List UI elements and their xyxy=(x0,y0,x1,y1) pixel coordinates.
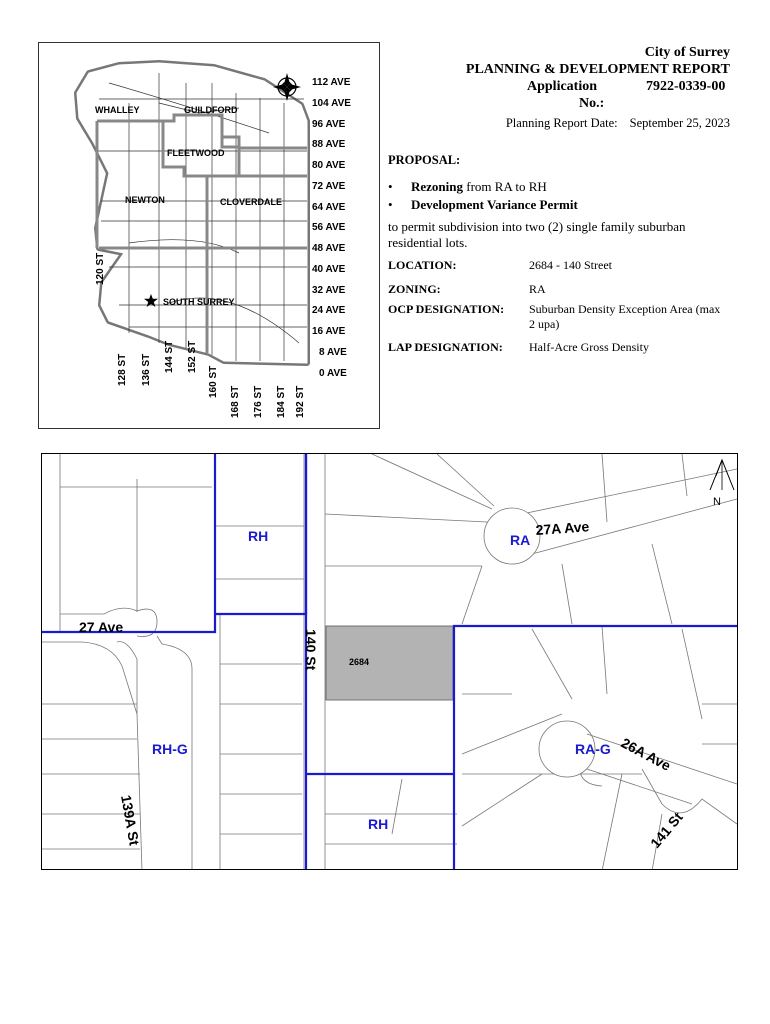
zone-ra: RA xyxy=(510,532,531,548)
site-map xyxy=(41,453,738,870)
zoning-value: RA xyxy=(529,282,546,296)
avenue-label: 112 AVE xyxy=(312,77,351,88)
ocp-label: OCP DESIGNATION: xyxy=(388,302,505,316)
avenue-label: 24 AVE xyxy=(312,305,346,316)
area-fleetwood: FLEETWOOD xyxy=(167,148,225,158)
lap-value: Half-Acre Gross Density xyxy=(529,340,649,354)
street-140-st: 140 St xyxy=(303,629,319,671)
bullet-icon: • xyxy=(388,197,393,212)
avenue-label: 72 AVE xyxy=(312,181,346,192)
zone-rh-g: RH-G xyxy=(152,741,188,757)
avenue-label: 104 AVE xyxy=(312,98,351,109)
avenue-label: 64 AVE xyxy=(312,202,346,213)
north-label: N xyxy=(713,496,721,508)
area-guildford: GUILDFORD xyxy=(184,105,238,115)
zone-ra-g: RA-G xyxy=(575,741,611,757)
site-map-graphic xyxy=(42,454,738,870)
street-label: 152 ST xyxy=(187,340,198,373)
report-date-label: Planning Report Date: xyxy=(505,116,618,130)
street-141-st: 141 St xyxy=(647,809,686,851)
avenue-labels xyxy=(312,77,351,379)
report-date-value: September 25, 2023 xyxy=(629,116,730,130)
street-label: 120 ST xyxy=(95,252,106,285)
proposal-list xyxy=(388,178,578,214)
zone-rh-bottom: RH xyxy=(368,816,389,832)
bullet-icon: • xyxy=(388,179,393,194)
zoning-label: ZONING: xyxy=(388,282,441,296)
street-label: 128 ST xyxy=(117,353,128,386)
street-label: 176 ST xyxy=(253,385,264,418)
street-26a-ave: 26A Ave xyxy=(618,734,674,774)
subject-lot-number: 2684 xyxy=(349,657,370,667)
avenue-label: 8 AVE xyxy=(319,347,347,358)
proposal-item-bold: Rezoning xyxy=(411,179,463,194)
proposal-item-bold: Development Variance Permit xyxy=(411,197,578,212)
street-label: 192 ST xyxy=(295,385,306,418)
application-no-label: No.: xyxy=(579,96,605,111)
key-map xyxy=(38,42,380,429)
area-cloverdale: CLOVERDALE xyxy=(220,197,283,207)
application-label: Application xyxy=(527,79,598,94)
avenue-label: 96 AVE xyxy=(312,119,346,130)
area-whalley: WHALLEY xyxy=(95,105,140,115)
avenue-label: 80 AVE xyxy=(312,160,346,171)
street-label: 144 ST xyxy=(164,340,175,373)
avenue-label: 16 AVE xyxy=(312,326,346,337)
proposal-item xyxy=(388,178,578,196)
report-title: PLANNING & DEVELOPMENT REPORT xyxy=(465,62,730,77)
area-newton: NEWTON xyxy=(125,195,165,205)
street-139a-st: 139A St xyxy=(118,793,143,847)
street-label: 160 ST xyxy=(208,365,219,398)
location-label: LOCATION: xyxy=(388,258,457,272)
street-label: 168 ST xyxy=(230,385,241,418)
street-label: 184 ST xyxy=(276,385,287,418)
proposal-item xyxy=(388,196,578,214)
application-number: 7922-0339-00 xyxy=(646,79,726,94)
avenue-label: 0 AVE xyxy=(319,368,347,379)
report-date xyxy=(506,116,730,131)
city-name: City of Surrey xyxy=(644,45,730,60)
avenue-label: 48 AVE xyxy=(312,243,346,254)
area-south-surrey: SOUTH SURREY xyxy=(163,297,235,307)
key-map-graphic xyxy=(39,43,381,430)
avenue-label: 40 AVE xyxy=(312,264,346,275)
subject-lot xyxy=(326,626,453,700)
zone-rh-top: RH xyxy=(248,528,269,544)
street-27a-ave: 27A Ave xyxy=(535,518,590,538)
street-label: 136 ST xyxy=(141,353,152,386)
proposal-description: to permit subdivision into two (2) single family suburban residential lots. xyxy=(388,219,686,250)
location-value: 2684 - 140 Street xyxy=(529,258,612,272)
proposal-heading: PROPOSAL: xyxy=(388,153,461,167)
avenue-label: 32 AVE xyxy=(312,285,346,296)
proposal-item-rest: from RA to RH xyxy=(463,179,547,194)
lap-label: LAP DESIGNATION: xyxy=(388,340,503,354)
north-arrow-icon xyxy=(710,460,734,490)
avenue-label: 88 AVE xyxy=(312,139,346,150)
ocp-value: Suburban Density Exception Area (max 2 upa) xyxy=(529,302,721,331)
street-27-ave: 27 Ave xyxy=(79,619,124,635)
avenue-label: 56 AVE xyxy=(312,222,346,233)
